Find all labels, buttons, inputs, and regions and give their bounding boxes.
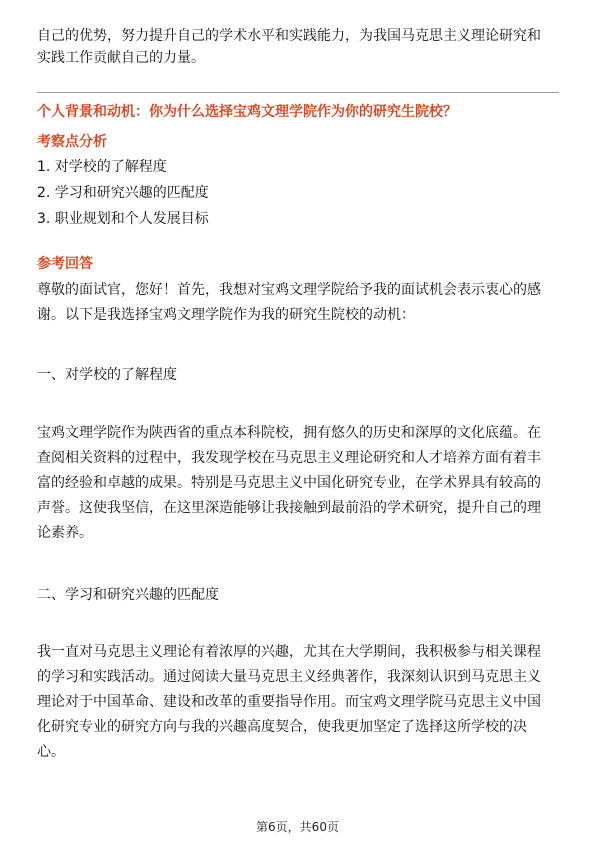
intro-line: 实践工作贡献自己的力量。	[37, 50, 205, 66]
intro-paragraph	[37, 25, 559, 69]
answer-line: 心。	[37, 744, 65, 760]
intro-line: 自己的优势，努力提升自己的学术水平和实践能力，为我国马克思主义理论研究和	[37, 28, 541, 44]
answer-line: 我一直对马克思主义理论有着浓厚的兴趣，尤其在大学期间，我积极参与相关课程	[37, 644, 541, 660]
answer-opening	[37, 278, 559, 328]
answer-line: 尊敬的面试官，您好！首先，我想对宝鸡文理学院给予我的面试机会表示衷心的感	[37, 282, 541, 298]
analysis-heading: 考察点分析	[37, 134, 107, 150]
section1-paragraph	[37, 421, 559, 546]
answer-line: 查阅相关资料的过程中，我发现学校在马克思主义理论研究和人才培养方面有着丰	[37, 450, 541, 466]
answer-line: 论素养。	[37, 525, 93, 541]
section-divider	[37, 92, 559, 93]
answer-section	[37, 252, 559, 765]
analysis-item: 1. 对学校的了解程度	[37, 159, 167, 175]
answer-line: 宝鸡文理学院作为陕西省的重点本科院校，拥有悠久的历史和深厚的文化底蕴。在	[37, 425, 541, 441]
answer-line: 理论对于中国革命、建设和改革的重要指导作用。而宝鸡文理学院马克思主义中国	[37, 694, 541, 710]
question-heading: 个人背景和动机：你为什么选择宝鸡文理学院作为你的研究生院校？	[37, 104, 457, 120]
section1-title: 一、对学校的了解程度	[37, 367, 177, 383]
analysis-section	[37, 130, 209, 232]
page-number: 第6页，共60页	[256, 820, 339, 834]
answer-line: 声誉。这使我坚信，在这里深造能够让我接触到最前沿的学术研究，提升自己的理	[37, 500, 541, 516]
answer-heading: 参考回答	[37, 256, 93, 272]
answer-line: 富的经验和卓越的成果。特别是马克思主义中国化研究专业，在学术界具有较高的	[37, 475, 541, 491]
answer-line: 的学习和实践活动。通过阅读大量马克思主义经典著作，我深刻认识到马克思主义	[37, 669, 541, 685]
analysis-item: 2. 学习和研究兴趣的匹配度	[37, 185, 209, 201]
answer-line: 化研究专业的研究方向与我的兴趣高度契合，使我更加坚定了选择这所学校的决	[37, 719, 527, 735]
answer-line: 谢。以下是我选择宝鸡文理学院作为我的研究生院校的动机：	[37, 307, 415, 323]
analysis-item: 3. 职业规划和个人发展目标	[37, 211, 209, 227]
section2-paragraph	[37, 640, 559, 765]
section2-title: 二、学习和研究兴趣的匹配度	[37, 587, 219, 603]
